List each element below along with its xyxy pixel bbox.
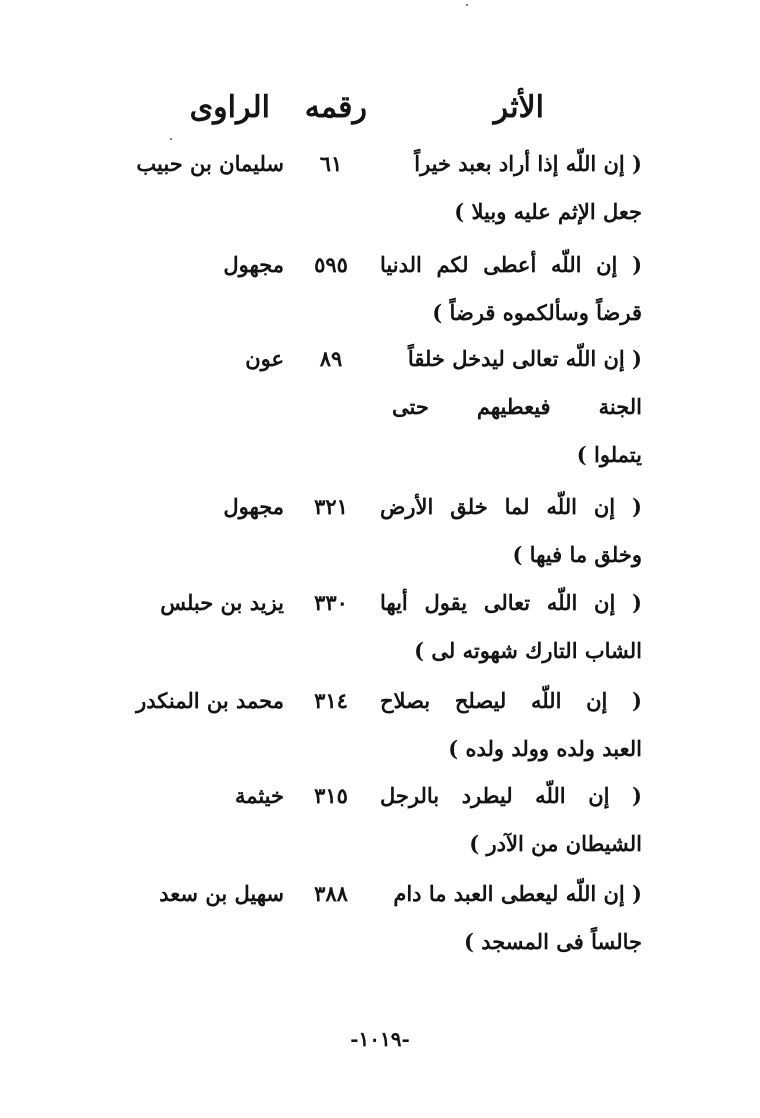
athar-line: ( إن اللّه تعالى ليدخل خلقاً: [407, 346, 642, 371]
narrator: عون: [245, 346, 284, 371]
athar-line: يتملوا ): [576, 442, 642, 467]
athar-text: [380, 241, 642, 337]
print-speck: [466, 4, 468, 6]
narrator: يزيد بن حبلس: [160, 590, 284, 615]
athar-line: ( إن اللّه ليصلح بصلاح: [380, 688, 642, 713]
athar-text: [380, 870, 642, 966]
header-narrator: الراوى: [189, 90, 270, 125]
athar-number: ٣١٥: [314, 783, 348, 808]
athar-line: العبد ولده وولد ولده ): [448, 736, 642, 761]
athar-text: [380, 140, 642, 236]
athar-line: جعل الإثم عليه وبيلا ): [454, 199, 642, 224]
athar-line: ( إن اللّه ليعطى العبد ما دام: [393, 881, 642, 906]
athar-line: ( إن اللّه لما خلق الأرض: [380, 494, 642, 519]
athar-line: ( إن اللّه أعطى لكم الدنيا: [380, 252, 642, 277]
athar-number: ٣١٤: [314, 688, 348, 713]
athar-number: ٣٣٠: [314, 590, 348, 615]
narrator: مجهول: [223, 494, 284, 519]
athar-text: [380, 483, 642, 579]
athar-line: ( إن اللّه ليطرد بالرجل: [380, 783, 642, 808]
athar-line: ( إن اللّه إذا أراد بعبد خيراً: [414, 151, 642, 176]
athar-number: ٣٨٨: [314, 881, 348, 906]
athar-line: الجنة فيعطيهم حتى: [392, 394, 642, 419]
athar-number: ٥٩٥: [314, 252, 348, 277]
athar-text: [380, 579, 642, 675]
narrator: سهيل بن سعد: [159, 881, 284, 906]
athar-number: ٦١: [319, 151, 343, 176]
athar-number: ٨٩: [319, 346, 343, 371]
athar-line: وخلق ما فيها ): [512, 542, 642, 567]
athar-number: ٣٢١: [314, 494, 348, 519]
narrator: سليمان بن حبيب: [136, 151, 284, 176]
header-athar: الأثر: [493, 90, 544, 125]
narrator: مجهول: [223, 252, 284, 277]
athar-text: [380, 335, 642, 479]
athar-line: جالساً فى المسجد ): [463, 929, 642, 954]
athar-line: ( إن اللّه تعالى يقول أيها: [380, 590, 642, 615]
header-number: رقمه: [304, 90, 367, 125]
athar-line: الشاب التارك شهوته لى ): [414, 638, 642, 663]
column-headers: [0, 88, 760, 132]
athar-line: الشيطان من الآدر ): [469, 831, 642, 856]
narrator: خيثمة: [234, 783, 284, 808]
page-number: -١٠١٩-: [350, 1027, 410, 1051]
narrator: محمد بن المنكدر: [136, 688, 284, 713]
print-speck: [170, 138, 172, 140]
athar-line: قرضاً وسألكموه قرضاً ): [432, 300, 642, 325]
athar-text: [380, 677, 642, 773]
athar-text: [380, 772, 642, 868]
